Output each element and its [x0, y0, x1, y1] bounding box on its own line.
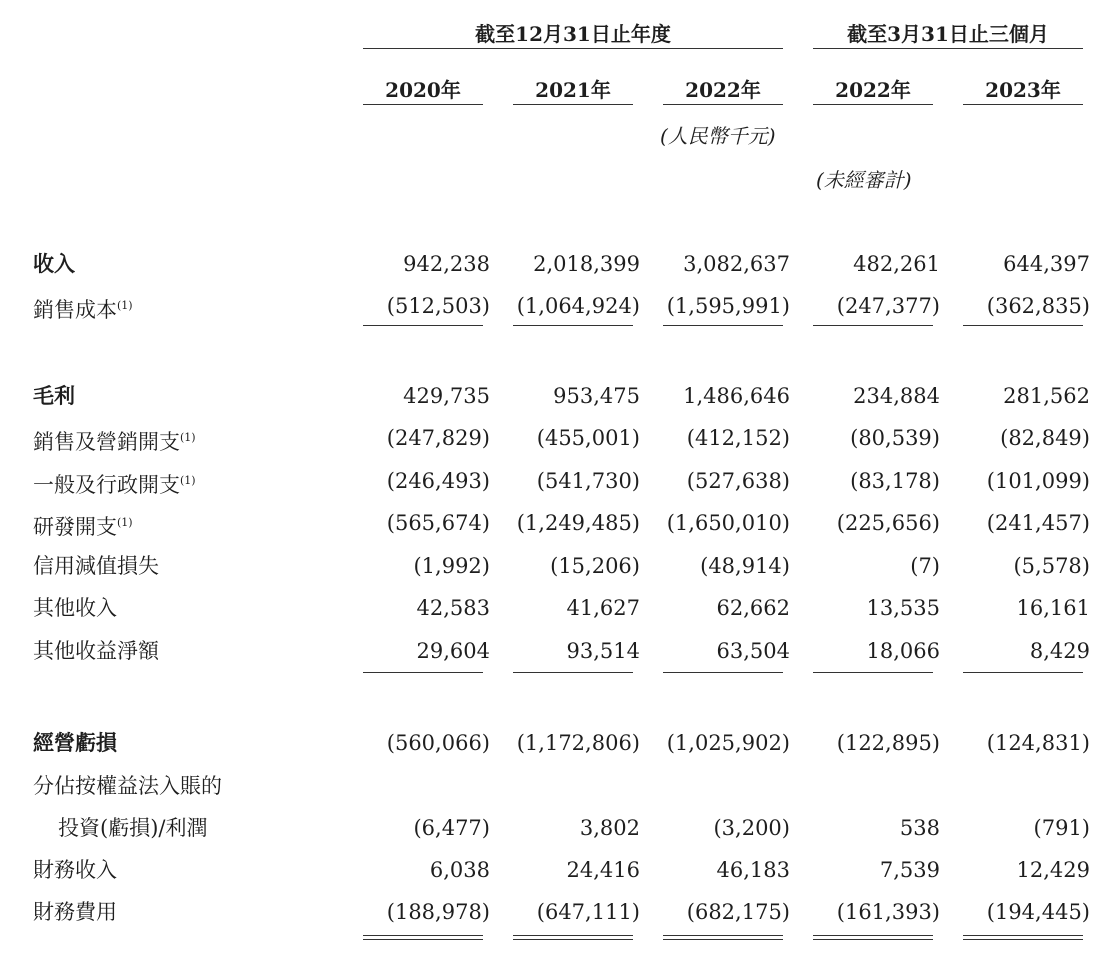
row-label — [33, 425, 196, 455]
row-label — [33, 553, 159, 579]
cell-value: (541,730) — [536, 469, 640, 493]
single-rule — [513, 325, 633, 326]
row-label-text: 銷售及營銷開支 — [33, 430, 180, 454]
cell-value: (83,178) — [850, 469, 940, 493]
cell-value: (527,638) — [686, 469, 790, 493]
cell-value: (225,656) — [836, 511, 940, 535]
cell-value: 942,238 — [403, 252, 490, 276]
row-label — [33, 638, 159, 664]
row-label-text: 財務費用 — [33, 900, 117, 924]
single-rule — [663, 325, 783, 326]
cell-value: (791) — [1033, 816, 1090, 840]
year-header-2021: 2021年 — [513, 76, 633, 105]
cell-value: (1,992) — [413, 554, 490, 578]
row-label — [33, 468, 196, 498]
footnote-marker: (1) — [180, 431, 196, 444]
cell-value: 42,583 — [416, 596, 490, 620]
table-row — [0, 765, 1108, 807]
row-label — [33, 899, 117, 925]
cell-value: 62,662 — [716, 596, 790, 620]
cell-value: 538 — [899, 816, 940, 840]
cell-value: (682,175) — [686, 900, 790, 924]
cell-value: 13,535 — [866, 596, 940, 620]
cell-value: (455,001) — [536, 426, 640, 450]
table-row — [0, 460, 1108, 502]
cell-value: (6,477) — [413, 816, 490, 840]
footnote-marker: (1) — [117, 516, 133, 529]
single-rule — [363, 672, 483, 673]
single-rule — [513, 672, 633, 673]
cell-value: 46,183 — [716, 858, 790, 882]
cell-value: (82,849) — [1000, 426, 1090, 450]
table-row — [0, 375, 1108, 417]
cell-value: (247,829) — [386, 426, 490, 450]
cell-value: 24,416 — [566, 858, 640, 882]
table-row — [0, 285, 1108, 327]
table-row — [0, 545, 1108, 587]
double-rule — [363, 935, 483, 940]
unaudited-note: (未經審計) — [816, 168, 912, 192]
cell-value: 16,161 — [1016, 596, 1090, 620]
cell-value: (1,595,991) — [666, 294, 790, 318]
cell-value: (15,206) — [550, 554, 640, 578]
cell-value: (247,377) — [836, 294, 940, 318]
cell-value: (5,578) — [1013, 554, 1090, 578]
table-row — [0, 417, 1108, 459]
cell-value: 7,539 — [879, 858, 940, 882]
single-rule — [813, 672, 933, 673]
row-label-text: 銷售成本 — [33, 298, 117, 322]
row-label-text: 一般及行政開支 — [33, 473, 180, 497]
row-label-text: 毛利 — [33, 383, 75, 408]
row-label — [33, 510, 133, 540]
row-label-text: 財務收入 — [33, 858, 117, 882]
cell-value: (560,066) — [386, 731, 490, 755]
cell-value: 6,038 — [429, 858, 490, 882]
single-rule — [663, 672, 783, 673]
double-rule — [513, 935, 633, 940]
row-label-text: 分佔按權益法入賬的 — [33, 774, 222, 798]
cell-value: (188,978) — [386, 900, 490, 924]
cell-value: 482,261 — [853, 252, 940, 276]
row-label — [33, 857, 117, 883]
cell-value: 3,082,637 — [683, 252, 790, 276]
cell-value: 93,514 — [566, 639, 640, 663]
cell-value: (1,650,010) — [666, 511, 790, 535]
cell-value: 429,735 — [403, 384, 490, 408]
row-label — [33, 293, 133, 323]
table-row — [0, 722, 1108, 764]
table-row — [0, 243, 1108, 285]
row-label-text: 投資(虧損)/利潤 — [58, 816, 208, 840]
footnote-marker: (1) — [180, 474, 196, 487]
cell-value: 281,562 — [1003, 384, 1090, 408]
cell-value: (80,539) — [850, 426, 940, 450]
single-rule — [813, 325, 933, 326]
footnote-marker: (1) — [117, 299, 133, 312]
cell-value: 953,475 — [553, 384, 640, 408]
cell-value: 41,627 — [566, 596, 640, 620]
cell-value: (1,172,806) — [516, 731, 640, 755]
cell-value: (161,393) — [836, 900, 940, 924]
cell-value: 63,504 — [716, 639, 790, 663]
table-row — [0, 587, 1108, 629]
row-label — [58, 815, 207, 841]
cell-value: (647,111) — [536, 900, 640, 924]
row-label-text: 收入 — [33, 251, 75, 276]
cell-value: (194,445) — [986, 900, 1090, 924]
row-label — [33, 730, 117, 756]
single-rule — [963, 325, 1083, 326]
double-rule — [663, 935, 783, 940]
cell-value: (48,914) — [700, 554, 790, 578]
cell-value: 234,884 — [853, 384, 940, 408]
year-header-2023-quarter: 2023年 — [963, 76, 1083, 105]
row-label-text: 其他收益淨額 — [33, 639, 159, 663]
table-row — [0, 891, 1108, 933]
row-label — [33, 251, 75, 277]
cell-value: 18,066 — [866, 639, 940, 663]
cell-value: (412,152) — [686, 426, 790, 450]
header-group-annual: 截至12月31日止年度 — [363, 20, 783, 49]
row-label-text: 信用減值損失 — [33, 554, 159, 578]
row-label — [33, 383, 75, 409]
single-rule — [963, 672, 1083, 673]
cell-value: 2,018,399 — [533, 252, 640, 276]
table-row — [0, 849, 1108, 891]
row-label — [33, 773, 222, 799]
cell-value: (362,835) — [986, 294, 1090, 318]
row-label-text: 研發開支 — [33, 515, 117, 539]
header-group-quarter: 截至3月31日止三個月 — [813, 20, 1083, 49]
year-header-2022-quarter: 2022年 — [813, 76, 933, 105]
double-rule — [963, 935, 1083, 940]
cell-value: 3,802 — [579, 816, 640, 840]
single-rule — [363, 325, 483, 326]
cell-value: 1,486,646 — [683, 384, 790, 408]
cell-value: (7) — [910, 554, 940, 578]
unit-note: (人民幣千元) — [660, 124, 776, 148]
cell-value: (1,025,902) — [666, 731, 790, 755]
row-label — [33, 595, 117, 621]
table-row — [0, 807, 1108, 849]
year-header-2020: 2020年 — [363, 76, 483, 105]
cell-value: (124,831) — [986, 731, 1090, 755]
cell-value: (512,503) — [386, 294, 490, 318]
cell-value: (1,064,924) — [516, 294, 640, 318]
cell-value: 29,604 — [416, 639, 490, 663]
cell-value: (241,457) — [986, 511, 1090, 535]
cell-value: (101,099) — [986, 469, 1090, 493]
cell-value: 12,429 — [1016, 858, 1090, 882]
cell-value: 8,429 — [1029, 639, 1090, 663]
table-row — [0, 630, 1108, 672]
row-label-text: 其他收入 — [33, 596, 117, 620]
cell-value: (565,674) — [386, 511, 490, 535]
table-row — [0, 502, 1108, 544]
cell-value: (246,493) — [386, 469, 490, 493]
year-header-2022-annual: 2022年 — [663, 76, 783, 105]
double-rule — [813, 935, 933, 940]
cell-value: (122,895) — [836, 731, 940, 755]
cell-value: (1,249,485) — [516, 511, 640, 535]
cell-value: 644,397 — [1003, 252, 1090, 276]
row-label-text: 經營虧損 — [33, 730, 117, 755]
cell-value: (3,200) — [713, 816, 790, 840]
